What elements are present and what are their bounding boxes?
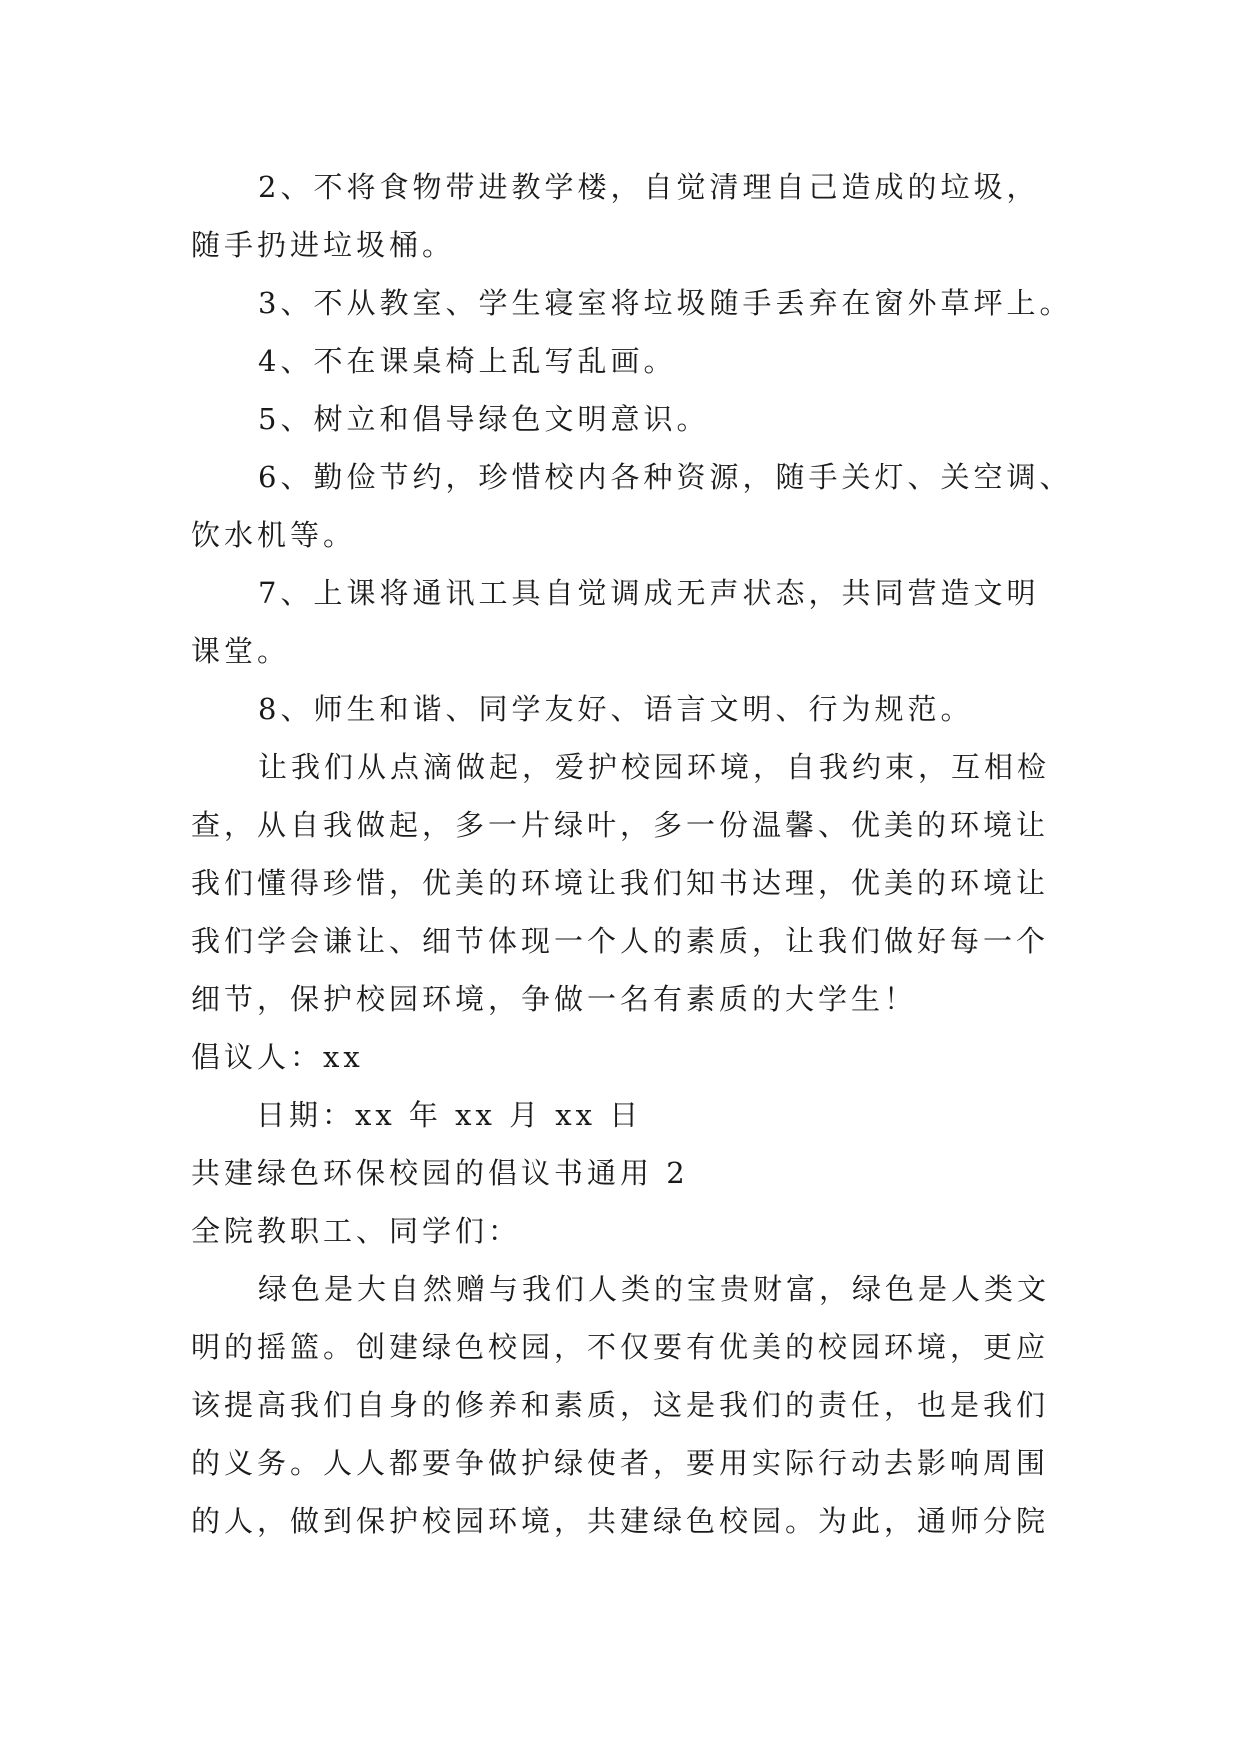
body-paragraph-line-2: 明的摇篮。创建绿色校园，不仅要有优美的校园环境，更应 [191, 1330, 1050, 1364]
list-item-5: 5、树立和倡导绿色文明意识。 [258, 402, 710, 436]
body-paragraph-line-5: 的人，做到保护校园环境，共建绿色校园。为此，通师分院 [191, 1504, 1050, 1538]
date-line: 日期：xx 年 xx 月 xx 日 [256, 1098, 643, 1132]
closing-paragraph-line-3: 我们懂得珍惜，优美的环境让我们知书达理，优美的环境让 [191, 866, 1050, 900]
body-paragraph-line-3: 该提高我们自身的修养和素质，这是我们的责任，也是我们 [191, 1388, 1050, 1422]
closing-paragraph-line-2: 查，从自我做起，多一片绿叶，多一份温馨、优美的环境让 [191, 808, 1050, 842]
list-item-8: 8、师生和谐、同学友好、语言文明、行为规范。 [258, 692, 974, 726]
initiator-signature: 倡议人：xx [191, 1040, 364, 1074]
section-title: 共建绿色环保校园的倡议书通用 2 [191, 1156, 689, 1190]
closing-paragraph-line-5: 细节，保护校园环境，争做一名有素质的大学生！ [191, 982, 918, 1016]
list-item-2-line-1: 2、不将食物带进教学楼，自觉清理自己造成的垃圾， [258, 170, 1040, 204]
list-item-3: 3、不从教室、学生寝室将垃圾随手丢弃在窗外草坪上。 [258, 286, 1073, 320]
closing-paragraph-line-4: 我们学会谦让、细节体现一个人的素质，让我们做好每一个 [191, 924, 1050, 958]
body-paragraph-line-4: 的义务。人人都要争做护绿使者，要用实际行动去影响周围 [191, 1446, 1050, 1480]
document-body [191, 158, 1071, 1550]
list-item-4: 4、不在课桌椅上乱写乱画。 [258, 344, 677, 378]
closing-paragraph-line-1: 让我们从点滴做起，爱护校园环境，自我约束，互相检 [258, 750, 1051, 784]
salutation: 全院教职工、同学们： [191, 1214, 522, 1248]
list-item-2-line-2: 随手扔进垃圾桶。 [191, 228, 456, 262]
list-item-6-line-2: 饮水机等。 [191, 518, 357, 552]
list-item-7-line-1: 7、上课将通讯工具自觉调成无声状态，共同营造文明 [258, 576, 1040, 610]
list-item-6-line-1: 6、勤俭节约，珍惜校内各种资源，随手关灯、关空调、 [258, 460, 1073, 494]
list-item-7-line-2: 课堂。 [191, 634, 291, 668]
body-paragraph-line-1: 绿色是大自然赠与我们人类的宝贵财富，绿色是人类文 [258, 1272, 1051, 1306]
